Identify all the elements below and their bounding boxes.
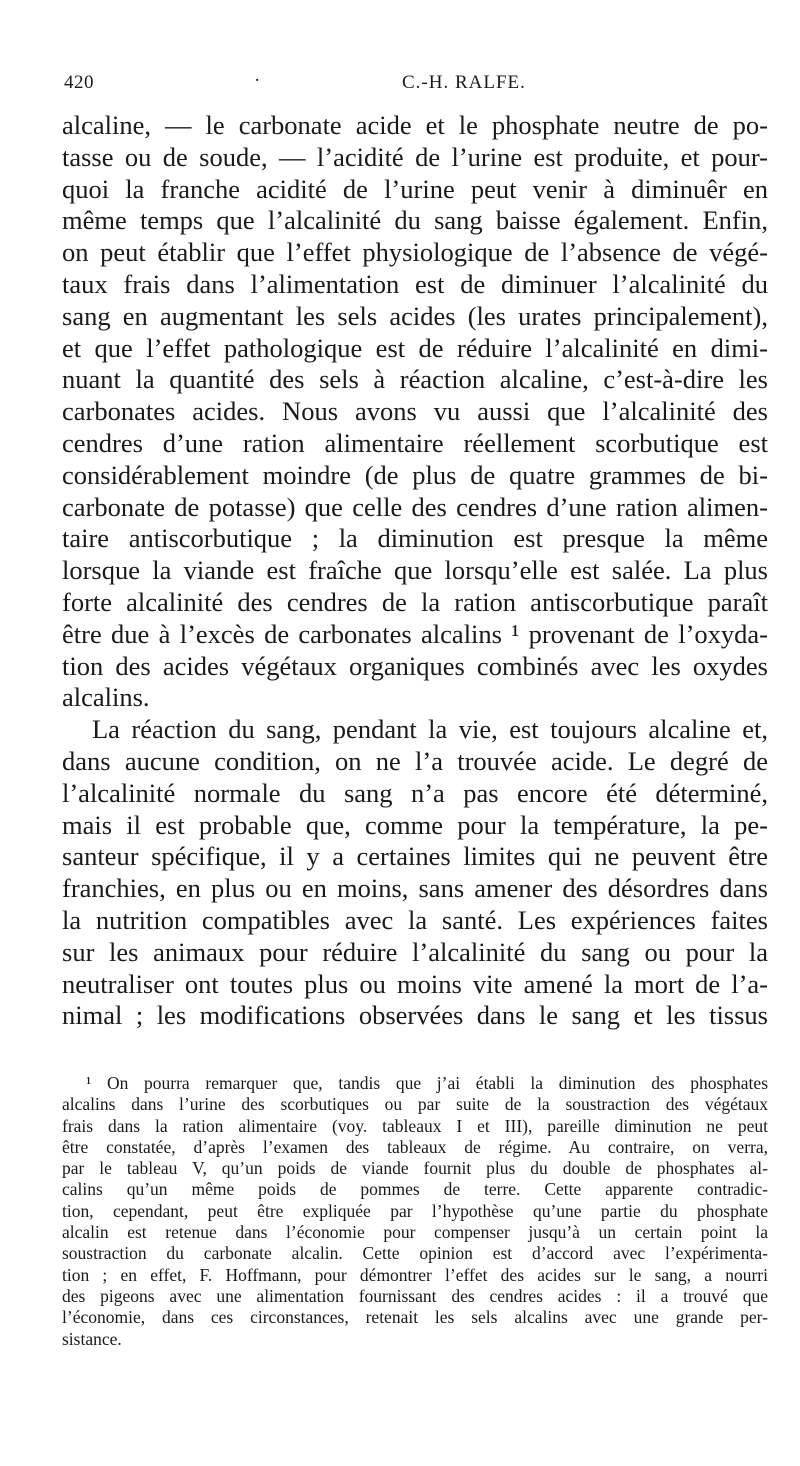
body-line: nimal ; les modifications observées dans le sang et les tissus — [62, 1000, 768, 1031]
body-line: taire antiscorbutique ; la diminution est presque la même — [62, 523, 768, 554]
footnote-line: être constatée, d’après l’examen des tableaux de régime. Au contraire, on verra, — [62, 1136, 768, 1157]
paragraph-start-line: La réaction du sang, pendant la vie, est toujours alcaline et, — [92, 714, 768, 745]
body-line: alcalins. — [62, 682, 150, 713]
body-line: alcaline, — le carbonate acide et le phosphate neutre de po- — [62, 110, 768, 140]
header-separator: · — [254, 70, 261, 91]
body-line: franchies, en plus ou en moins, sans amener des désordres dans — [62, 873, 768, 904]
body-line: considérablement moindre (de plus de quatre grammes de bi- — [62, 459, 768, 490]
body-line: mais il est probable que, comme pour la température, la pe- — [62, 809, 768, 840]
footnote-line: l’économie, dans ces circonstances, retenait les sels alcalins avec une grande per- — [62, 1307, 768, 1328]
body-line: même temps que l’alcalinité du sang baisse également. Enfin, — [62, 205, 768, 236]
body-line: neutraliser ont toutes plus ou moins vite amené la mort de l’a- — [62, 968, 768, 999]
running-head — [64, 72, 764, 102]
body-line: santeur spécifique, il y a certaines limites qui ne peuvent être — [62, 841, 768, 872]
body-line: on peut établir que l’effet physiologique de l’absence de végé- — [62, 237, 768, 268]
footnote-line: tion, cependant, peut être expliquée par l’hypothèse qu’une partie du phosphate — [62, 1200, 768, 1221]
footnote-line: par le tableau V, qu’un poids de viande fournit plus du double de phosphates al- — [62, 1158, 768, 1179]
body-line: tasse ou de soude, — l’acidité de l’urine est produite, et pour- — [62, 141, 768, 172]
footnote-line: alcalin est retenue dans l’économie pour compenser jusqu’à un certain point la — [62, 1222, 768, 1243]
body-line: dans aucune condition, on ne l’a trouvée acide. Le degré de — [62, 745, 768, 776]
body-line: être due à l’excès de carbonates alcalins ¹ provenant de l’oxyda- — [62, 618, 768, 649]
footnote-line: sistance. — [62, 1328, 122, 1349]
body-line: carbonates acides. Nous avons vu aussi que l’alcalinité des — [62, 396, 768, 427]
body-line: tion des acides végétaux organiques combinés avec les oxydes — [62, 650, 768, 681]
page-number: 420 — [64, 72, 94, 93]
body-line: lorsque la viande est fraîche que lorsqu’elle est salée. La plus — [62, 555, 768, 586]
body-line: sur les animaux pour réduire l’alcalinité du sang ou pour la — [62, 936, 768, 967]
footnote-line: soustraction du carbonate alcalin. Cette opinion est d’accord avec l’expérimenta- — [62, 1243, 768, 1264]
footnote-line: ¹ On pourra remarquer que, tandis que j’ai établi la diminution des phosphates — [86, 1073, 768, 1093]
body-line: et que l’effet pathologique est de réduire l’alcalinité en dimi- — [62, 332, 768, 363]
footnote-line: des pigeons avec une alimentation fournissant des cendres acides : il a trouvé que — [62, 1285, 768, 1306]
body-line: forte alcalinité des cendres de la ration antiscorbutique paraît — [62, 586, 768, 617]
footnote-line: alcalins dans l’urine des scorbutiques ou par suite de la soustraction des végétaux — [62, 1094, 768, 1115]
footnote-line: calins qu’un même poids de pommes de terre. Cette apparente contradic- — [62, 1179, 768, 1200]
body-line: sang en augmentant les sels acides (les urates principalement), — [62, 300, 768, 331]
body-line: l’alcalinité normale du sang n’a pas encore été déterminé, — [62, 777, 768, 808]
footnote-line: tion ; en effet, F. Hoffmann, pour démontrer l’effet des acides sur le sang, a nourri — [62, 1264, 768, 1285]
body-line: taux frais dans l’alimentation est de diminuer l’alcalinité du — [62, 268, 768, 299]
body-text — [62, 110, 768, 1032]
body-line: nuant la quantité des sels à réaction alcaline, c’est-à-dire les — [62, 364, 768, 395]
body-line: carbonate de potasse) que celle des cendres d’une ration alimen- — [62, 491, 768, 522]
running-head-author: C.-H. RALFE. — [402, 72, 526, 93]
footnote-line: frais dans la ration alimentaire (voy. tableaux I et III), pareille diminution ne peut — [62, 1115, 768, 1136]
footnote — [62, 1073, 768, 1350]
body-line: quoi la franche acidité de l’urine peut venir à diminuêr en — [62, 173, 768, 204]
body-line: la nutrition compatibles avec la santé. Les expériences faites — [62, 904, 768, 935]
body-line: cendres d’une ration alimentaire réellement scorbutique est — [62, 427, 768, 458]
